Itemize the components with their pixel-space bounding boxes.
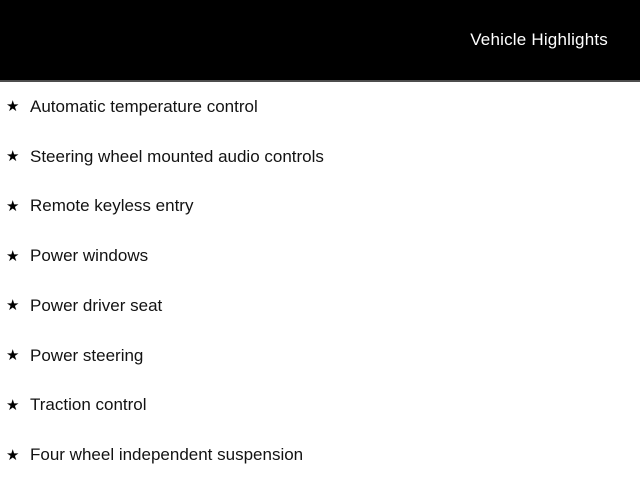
highlight-item-label: Traction control [30,395,147,415]
star-icon: ★ [6,197,20,215]
list-item [0,430,640,480]
star-icon: ★ [6,247,20,265]
highlight-item-label: Remote keyless entry [30,196,194,216]
star-icon: ★ [6,396,20,414]
star-icon: ★ [6,297,20,315]
list-item [0,82,640,132]
star-icon: ★ [6,148,20,166]
list-item [0,231,640,281]
highlight-item-label: Power driver seat [30,295,163,315]
page-title: Vehicle Highlights [470,30,608,49]
highlight-item-label: Power steering [30,345,144,365]
star-icon: ★ [6,347,20,365]
star-icon: ★ [6,446,20,464]
highlight-item-label: Steering wheel mounted audio controls [30,146,324,166]
highlight-item-label: Automatic temperature control [30,96,258,116]
list-item [0,381,640,431]
header-bar [0,0,640,82]
list-item [0,331,640,381]
list-item [0,132,640,182]
star-icon: ★ [6,98,20,116]
list-item [0,281,640,331]
list-item [0,182,640,232]
highlights-list [0,82,640,480]
highlight-item-label: Four wheel independent suspension [30,445,304,465]
highlight-item-label: Power windows [30,246,149,266]
